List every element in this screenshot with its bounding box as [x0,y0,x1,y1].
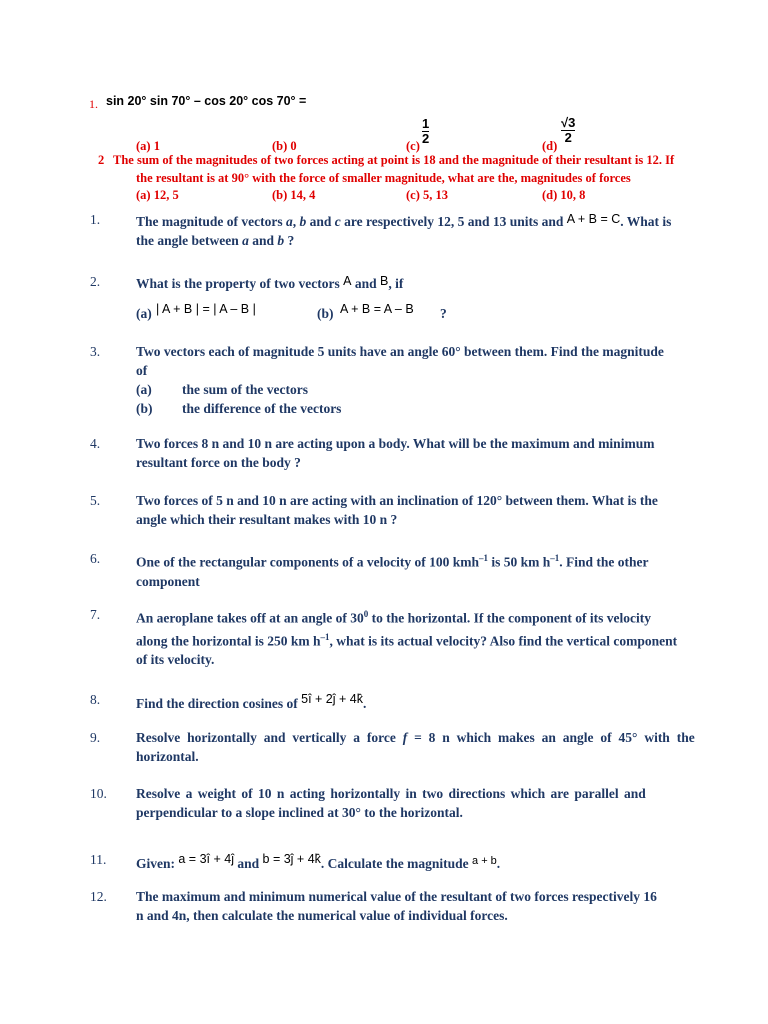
q3-sub-b-label: (b) [136,401,153,416]
mcq-1-number: 1. [89,97,98,111]
q7-text-part: along the horizontal is 250 km h [136,633,321,648]
q12-line1: The maximum and minimum numerical value of the resultant of two forces respectively 16 [136,889,657,904]
q1-text-part: The magnitude of vectors [136,214,286,229]
q3-line1: Two vectors each of magnitude 5 units have an angle 60° between them. Find the magnitude [136,344,664,359]
question-6-number: 6. [90,551,101,566]
mcq-2-option-d: (d) 10, 8 [542,188,586,202]
q7-line3: of its velocity. [136,652,215,667]
question-2-option-a [136,304,152,323]
q3-sub-a-label: (a) [136,382,152,397]
mcq-1-option-c-fraction [422,117,429,146]
mcq-1-option-b: (b) 0 [272,139,297,153]
q8-text-part: . [362,696,367,711]
mcq-2-number: 2 [98,153,105,167]
q11-text-part: and [233,856,263,871]
q1-var-b: b [299,214,307,229]
q3-sub-a-text: the sum of the vectors [182,382,308,397]
q6-superscript: –1 [550,553,560,563]
q2-option-b-math: A + B = A – B [340,302,414,316]
mcq-1-option-a: (a) 1 [136,139,160,153]
question-4-text [136,434,678,472]
q6-text-part: One of the rectangular components of a velocity of 100 kmh [136,554,479,570]
question-6-text [136,549,678,591]
q1-text-part: ? [284,233,295,248]
q2-text-part: and [351,276,380,291]
question-3-text [136,342,678,418]
q4-line1: Two forces 8 n and 10 n are acting upon a body. What will be the maximum and minimum [136,436,655,451]
mcq-2-question-line2: the resultant is at 90° with the force of smaller magnitude, what are the, magnitudes of forces [136,171,631,185]
q1-text-part: the angle between [136,233,243,248]
question-11-text [136,850,500,873]
mcq-1-question: sin 20° sin 70° – cos 20° cos 70° = [106,94,307,108]
q2-text-part: , if [388,276,404,291]
question-1-text [136,210,678,250]
q11-math-b: b = 3ĵ + 4k̂ [262,852,321,866]
q2-option-b-label: (b) [317,306,334,321]
q9-var-f: f [402,730,408,745]
q6-text-part: is 50 km h [487,554,551,570]
q2-question-mark: ? [440,306,447,321]
q2-option-a-label: (a) [136,306,152,321]
q6-superscript: –1 [478,553,488,563]
question-12-text [136,887,678,925]
q9-text-part: Resolve horizontally and vertically a force [136,730,403,745]
q1-var-c: c [334,214,341,229]
question-10-number: 10. [90,786,107,801]
q5-line2: angle which their resultant makes with 10 n ? [136,512,398,527]
q4-line2: resultant force on the body ? [136,455,301,470]
mcq-1-option-d-fraction [561,116,575,145]
q7-text-part: , what is its actual velocity? Also find the vertical component [329,633,678,648]
q1-text-part: are respectively 12, 5 and 13 units and [340,214,567,229]
q11-text-part: Given: [136,856,179,871]
question-5-number: 5. [90,493,101,508]
q1-var-b: b [277,233,285,248]
mcq-2-option-a: (a) 12, 5 [136,188,179,202]
question-5-text [136,491,678,529]
q3-line2: of [136,363,148,378]
fraction-denominator: 2 [422,131,430,146]
question-3-number: 3. [90,344,101,359]
question-2-option-b [317,304,334,323]
q7-text-part: An aeroplane takes off at an angle of 30 [136,610,364,626]
question-12-number: 12. [90,889,107,904]
q1-math-equation: A + B = C [566,212,621,226]
question-7-number: 7. [90,607,101,622]
mcq-1-option-c-label: (c) [406,139,420,153]
q12-line2: n and 4n, then calculate the numerical value of individual forces. [136,908,508,923]
question-1-number: 1. [90,212,101,227]
question-8-text [136,690,366,713]
question-11-number: 11. [90,852,107,867]
question-4-number: 4. [90,436,101,451]
q7-degree: 0 [363,609,369,619]
q1-text-part: and [248,233,278,248]
q2-option-a-math: | A + B | = | A – B | [156,302,256,316]
q7-superscript: –1 [320,631,330,642]
q9-text-part: = 8 n which makes an angle of 45° with the [407,730,695,745]
q3-sub-b [136,399,678,418]
q8-math-vector: 5î + 2ĵ + 4k̂ [301,692,363,706]
q7-text-part: to the horizontal. If the component of its velocity [368,610,651,626]
q10-line2: perpendicular to a slope inclined at 30° to the horizontal. [136,805,463,820]
q11-text-part: . [496,856,501,871]
question-2-number: 2. [90,274,101,289]
fraction-numerator: 1 [422,116,430,131]
q11-text-part: . Calculate the magnitude [320,856,473,871]
q8-text-part: Find the direction cosines of [136,696,302,711]
q2-vector-A: A [343,274,352,288]
q10-line1: Resolve a weight of 10 n acting horizontally in two directions which are parallel and [136,786,646,801]
fraction-numerator: √3 [561,115,576,130]
q1-text-part: and [306,214,335,229]
question-10-text [136,784,678,822]
q3-sub-b-text: the difference of the vectors [182,401,342,416]
q11-math-a: a = 3î + 4ĵ [178,852,234,866]
q6-line2: component [136,573,200,589]
q1-var-a: a [285,214,293,229]
q3-sub-a [136,380,678,399]
mcq-2-option-b: (b) 14, 4 [272,188,316,202]
q9-line2: horizontal. [136,749,199,764]
question-2-text [136,272,403,293]
mcq-2-question-line1: The sum of the magnitudes of two forces acting at point is 18 and the magnitude of their resultant is 12. If [113,153,675,167]
question-7-text [136,605,678,669]
q1-var-a: a [242,233,249,248]
q2-vector-B: B [379,274,389,288]
fraction-denominator: 2 [561,130,575,145]
q1-text-part: . What is [620,214,672,229]
q6-text-part: . Find the other [559,554,649,570]
q2-text-part: What is the property of two vectors [136,276,344,291]
mcq-1-option-d-label: (d) [542,139,558,153]
question-9-text [136,728,695,766]
question-8-number: 8. [90,692,101,707]
question-9-number: 9. [90,730,101,745]
q11-math-sum: a + b [472,855,497,867]
q5-line1: Two forces of 5 n and 10 n are acting with an inclination of 120° between them. What is the [136,493,658,508]
mcq-2-option-c: (c) 5, 13 [406,188,448,202]
q1-text-part: , [292,214,300,229]
